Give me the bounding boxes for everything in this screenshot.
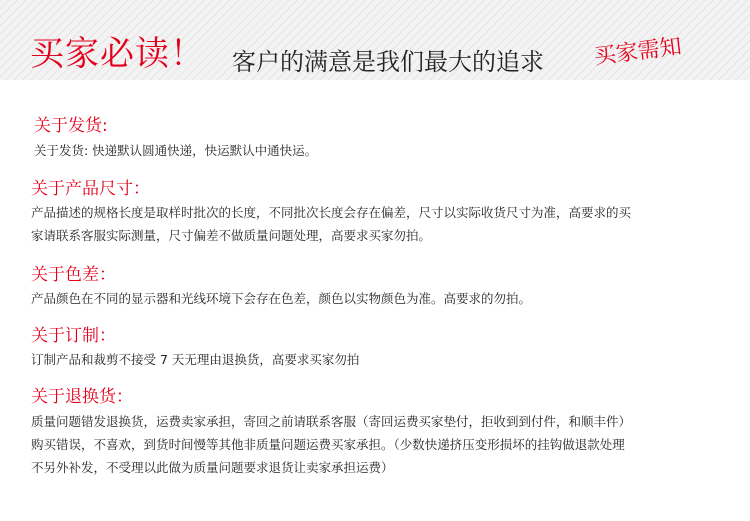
section-text-color	[31, 287, 721, 310]
text-line: 产品描述的规格长度是取样时批次的长度，不同批次长度会存在偏差，尺寸以实际收货尺寸为准，高要求的买	[31, 205, 632, 220]
section-title-returns: 关于退换货：	[31, 387, 133, 407]
section-title-custom: 关于订制：	[31, 326, 116, 346]
section-text-shipping	[34, 139, 724, 162]
text-line: 购买错误，不喜欢，到货时间慢等其他非质量问题运费买家承担。（少数快递挤压变形损坏的挂钩做退款处理	[31, 437, 625, 452]
section-text-custom	[31, 348, 721, 371]
header-stamp: 买家需知	[592, 34, 684, 70]
text-line: 关于发货: 快递默认圆通快递，快运默认中通快运。	[34, 143, 318, 158]
header-slogan: 客户的满意是我们最大的追求	[232, 48, 544, 76]
text-line: 质量问题错发退换货，运费卖家承担，寄回之前请联系客服（寄回运费买家垫付，拒收到到付件，和顺丰件）	[31, 414, 632, 429]
text-line: 订制产品和裁剪不接受 7 天无理由退换货，高要求买家勿拍	[31, 352, 360, 367]
section-title-size: 关于产品尺寸：	[31, 179, 150, 199]
header-title: 买家必读！	[30, 34, 205, 74]
section-text-returns	[31, 410, 721, 479]
section-text-size	[31, 201, 721, 247]
text-line: 家请联系客服实际测量，尺寸偏差不做质量问题处理，高要求买家勿拍。	[31, 228, 432, 243]
section-title-shipping: 关于发货:	[34, 116, 108, 136]
text-line: 产品颜色在不同的显示器和光线环境下会存在色差，颜色以实物颜色为准。高要求的勿拍。	[31, 291, 532, 306]
section-title-color: 关于色差：	[31, 265, 116, 285]
text-line: 不另外补发，不受理以此做为质量问题要求退货让卖家承担运费）	[31, 460, 394, 475]
